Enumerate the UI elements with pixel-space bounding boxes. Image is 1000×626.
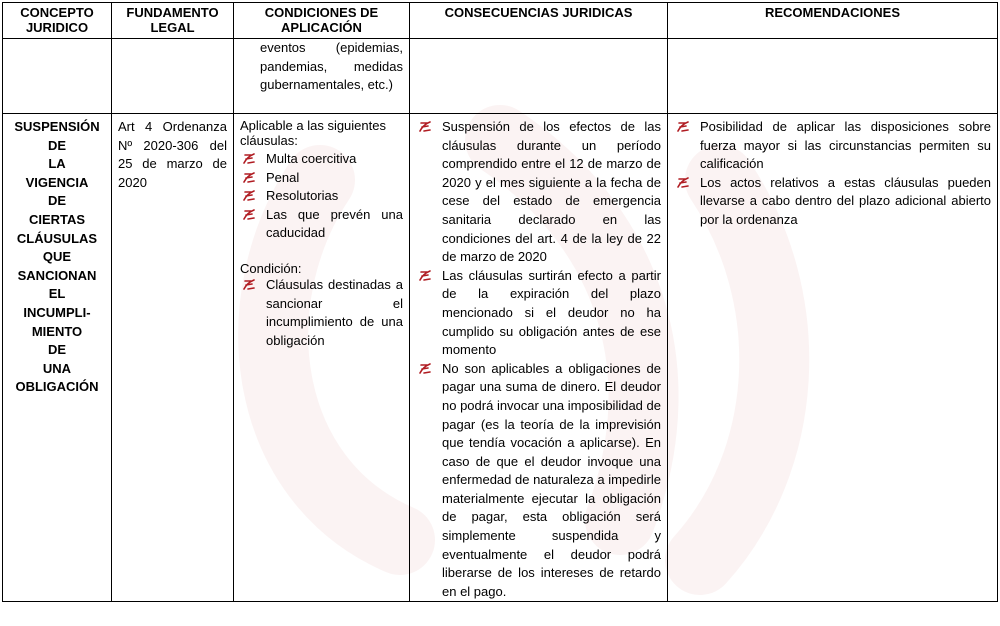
- header-fundamento: FUNDAMENTO LEGAL: [112, 3, 234, 39]
- list-item: Las que prevén una caducidad: [240, 206, 403, 243]
- bullet-icon: [676, 176, 690, 190]
- bullet-icon: [242, 208, 256, 222]
- condiciones-cell: [234, 114, 410, 602]
- header-condiciones: CONDICIONES DE APLICACIÓN: [234, 3, 410, 39]
- list-item: Posibilidad de aplicar las disposiciones sobre fuerza mayor si las circunstancias permiten su calificación: [674, 118, 991, 174]
- recomendaciones-cell: [668, 114, 998, 602]
- bullet-icon: [242, 278, 256, 292]
- consecuencias-list: [416, 118, 661, 601]
- bullet-icon: [242, 152, 256, 166]
- consecuencias-cell: [410, 114, 668, 602]
- recomendaciones-list: [674, 118, 991, 230]
- list-item: Cláusulas destinadas a sancionar el incumplimiento de una obligación: [240, 276, 403, 350]
- bullet-icon: [418, 362, 432, 376]
- list-item: Las cláusulas surtirán efecto a partir de la expiración del plazo mencionado si el deudor no ha cumplido su obligación antes de ese momento: [416, 267, 661, 360]
- legal-table: [2, 2, 998, 602]
- header-consecuencias: CONSECUENCIAS JURIDICAS: [410, 3, 668, 39]
- list-item: No son aplicables a obligaciones de pagar una suma de dinero. El deudor no podrá invocar una imposibilidad de pagar (es la teoría de la imprevisión que tendía vocación a aplicarse). En caso de que el deudor invoque una enfermedad de naturaleza a impedirle materialmente ejecutar la obligación de pagar, esta obligación será simplemente suspendida y eventualmente el deudor podrá liberarse de los intereses de retardo en el pago.: [416, 360, 661, 602]
- bullet-icon: [418, 269, 432, 283]
- bullet-icon: [242, 189, 256, 203]
- condiciones-list: [240, 150, 403, 243]
- condiciones-continuation: eventos (epidemias, pandemias, medidas gubernamentales, etc.): [260, 40, 403, 93]
- list-item: Resolutorias: [240, 187, 403, 206]
- condiciones-intro: Aplicable a las siguientes cláusulas:: [240, 118, 386, 148]
- bullet-icon: [242, 171, 256, 185]
- bullet-icon: [676, 120, 690, 134]
- list-item: Multa coercitiva: [240, 150, 403, 169]
- header-concepto: CONCEPTO JURIDICO: [3, 3, 112, 39]
- concepto-cell: SUSPENSIÓN DE LA VIGENCIA DE CIERTAS CLÁUSULAS QUE SANCIONAN EL INCUMPLI-MIENTO DE UNA OBLIGACIÓN: [3, 114, 112, 602]
- condicion-list: [240, 276, 403, 350]
- table-row: [3, 114, 998, 602]
- condicion-label: Condición:: [240, 260, 302, 276]
- list-item: Suspensión de los efectos de las cláusulas durante un período comprendido entre el 12 de marzo de 2020 y el mes siguiente a la fecha de cese del estado de emergencia sanitaria declarado en las condiciones del art. 4 de la ley de 22 de marzo de 2020: [416, 118, 661, 267]
- table-row: [3, 39, 998, 114]
- header-row: [3, 3, 998, 39]
- fundamento-cell: Art 4 Ordenanza Nº 2020-306 del 25 de marzo de 2020: [112, 114, 234, 602]
- bullet-icon: [418, 120, 432, 134]
- list-item: Los actos relativos a estas cláusulas pueden llevarse a cabo dentro del plazo adicional abierto por la ordenanza: [674, 174, 991, 230]
- list-item: Penal: [240, 169, 403, 188]
- header-recomendaciones: RECOMENDACIONES: [668, 3, 998, 39]
